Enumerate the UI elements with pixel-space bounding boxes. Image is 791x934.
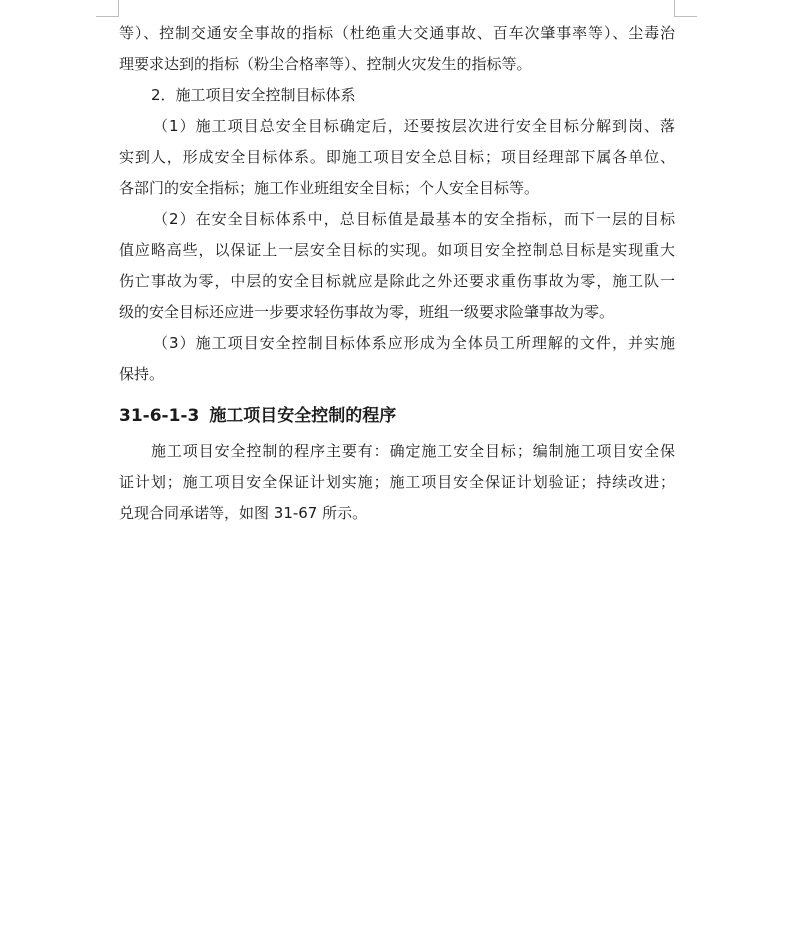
paragraph-1 [119,111,675,204]
text-line: 理要求达到的指标（粉尘合格率等）、控制火灾发生的指标等。 [119,55,532,73]
subsection-title: 2．施工项目安全控制目标体系 [151,86,356,104]
text-line: 值应略高些，以保证上一层安全目标的实现。如项目安全控制总目标是实现重大 [119,241,675,259]
text-line: 各部门的安全指标；施工作业班组安全目标；个人安全目标等。 [119,179,540,197]
crop-mark-top-left [96,0,119,17]
document-body [119,18,675,529]
text-line: 伤亡事故为零，中层的安全目标就应是除此之外还要求重伤事故为零，施工队一 [119,272,675,290]
paragraph-4 [119,436,675,529]
crop-mark-top-right [674,0,697,17]
section-heading [119,401,675,431]
paragraph-2 [119,204,675,328]
section-title: 施工项目安全控制的程序 [209,406,397,426]
text-line: （3）施工项目安全控制目标体系应形成为全体员工所理解的文件，并实施 [153,334,675,352]
text-line: （2）在安全目标体系中，总目标值是最基本的安全指标，而下一层的目标 [153,210,675,228]
text-line: 级的安全目标还应进一步要求轻伤事故为零，班组一级要求险肇事故为零。 [119,303,615,321]
section-number: 31-6-1-3 [119,406,200,426]
text-line: 证计划；施工项目安全保证计划实施；施工项目安全保证计划验证；持续改进； [119,473,675,491]
text-line: 兑现合同承诺等，如图 31-67 所示。 [119,504,368,522]
text-line: （1）施工项目总安全目标确定后，还要按层次进行安全目标分解到岗、落 [153,117,675,135]
text-line: 施工项目安全控制的程序主要有：确定施工安全目标；编制施工项目安全保 [151,442,675,460]
text-line: 保持。 [119,365,165,383]
intro-paragraph [119,18,675,80]
paragraph-3 [119,328,675,390]
text-line: 等）、控制交通安全事故的指标（杜绝重大交通事故、百车次肇事率等）、尘毒治 [119,24,675,42]
text-line: 实到人，形成安全目标体系。即施工项目安全总目标；项目经理部下属各单位、 [119,148,675,166]
